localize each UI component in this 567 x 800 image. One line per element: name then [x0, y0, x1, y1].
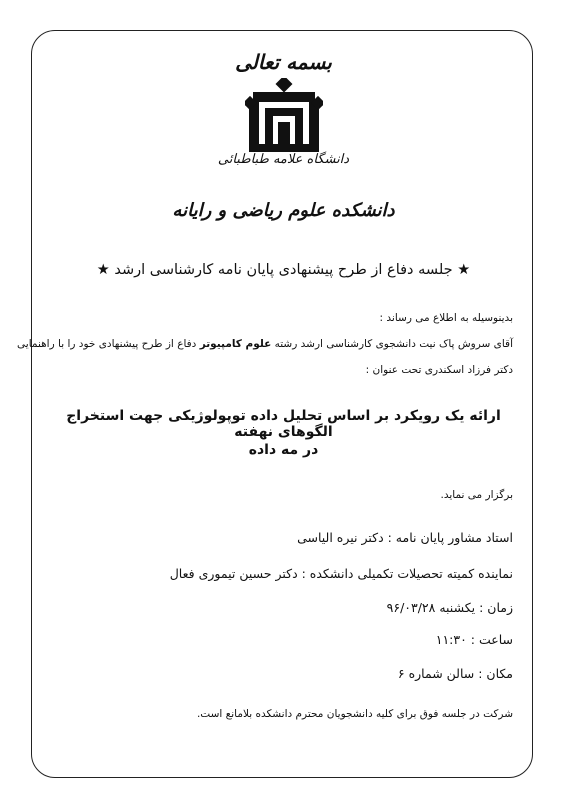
bismillah-heading: بسمه تعالی: [235, 50, 332, 74]
faculty-name: دانشکده علوم ریاضی و رایانه: [172, 200, 395, 221]
thesis-title-line1: ارائه یک رویکرد بر اساس تحلیل داده توپولوژیکی جهت استخراج الگوهای نهفته: [66, 408, 501, 440]
footer-note: شرکت در جلسه فوق برای کلیه دانشجویان محترم دانشکده بلامانع است.: [196, 708, 513, 720]
field-of-study: علوم کامپیوتر: [199, 338, 272, 350]
announcement-supervisor-line: دکتر فرزاد اسکندری تحت عنوان :: [365, 364, 513, 376]
held-statement: برگزار می نماید.: [440, 489, 513, 501]
announcement-student-line: [17, 338, 513, 350]
place-line: مکان : سالن شماره ۶: [397, 666, 513, 681]
session-title: ★ جلسه دفاع از طرح پیشنهادی پایان نامه کارشناسی ارشد ★: [96, 262, 471, 278]
announcement-intro: بدینوسیله به اطلاع می رساند :: [379, 312, 513, 324]
advisor-line: استاد مشاور پایان نامه : دکتر نیره الیاسی: [297, 530, 513, 545]
thesis-title-line2: در مه داده: [248, 442, 319, 458]
student-line-suffix: دفاع از طرح پیشنهادی خود را با راهنمایی: [17, 338, 197, 350]
committee-line: نماینده کمیته تحصیلات تکمیلی دانشکده : دکتر حسین تیموری فعال: [169, 566, 513, 581]
student-line-prefix: آقای سروش پاک نیت دانشجوی کارشناسی ارشد رشته: [274, 338, 513, 350]
university-name: دانشگاه علامه طباطبائی: [217, 152, 350, 167]
time-line: ساعت : ۱۱:۳۰: [435, 632, 513, 647]
date-line: زمان : یکشنبه ۹۶/۰۳/۲۸: [386, 600, 513, 615]
university-emblem-icon: [245, 78, 323, 156]
